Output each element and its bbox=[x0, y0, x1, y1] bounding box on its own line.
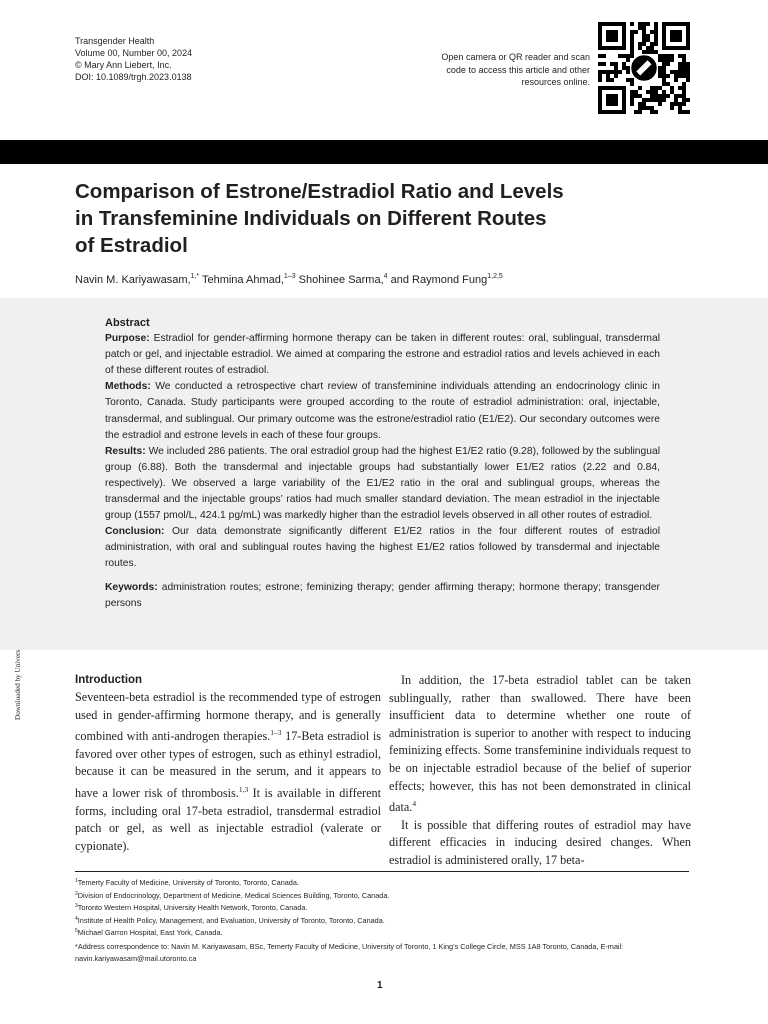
journal-volume: Volume 00, Number 00, 2024 bbox=[75, 48, 193, 58]
qr-module bbox=[654, 50, 658, 54]
qr-module bbox=[674, 102, 678, 106]
qr-module bbox=[642, 22, 646, 26]
qr-module bbox=[662, 74, 666, 78]
qr-module bbox=[642, 38, 646, 42]
qr-module bbox=[630, 46, 634, 50]
abstract-results bbox=[105, 444, 660, 524]
results-text: We included 286 patients. The oral estradiol group had the highest E1/E2 ratio (9.28), followed by the sublingual group (6.88). Both the transdermal and injectable groups had substantially lower E1/E2 ratios (2.22 and 0.84, respectively). We observed a large variability of the E1/E2 ratio in the oral and sublingual groups, whereas the transdermal and the injectable groups’ ratios had much smaller standard deviation. The mean estradiol in the injectable group (1557 pmol/L, 424.1 pg/mL) was markedly higher than the estradiol levels observed in all other routes of estradiol. bbox=[105, 445, 660, 522]
qr-module bbox=[682, 58, 686, 62]
qr-module bbox=[638, 102, 642, 106]
author-affiliation: 4 bbox=[383, 273, 388, 280]
methods-text: We conducted a retrospective chart review of transfeminine individuals attending an endocrinology clinic in Toronto, Canada. Study participants were grouped according to the route of estradiol administration: oral, injectable, transdermal, and sublingual. Our primary outcome was the estrone/estradiol ratio (E1/E2). Our secondary outcomes were the estradiol and estrone levels in each of these four groups. bbox=[105, 381, 660, 441]
qr-module bbox=[634, 94, 638, 98]
qr-module bbox=[682, 82, 686, 86]
qr-module bbox=[638, 26, 642, 30]
qr-module bbox=[622, 66, 626, 70]
qr-module bbox=[598, 78, 602, 82]
qr-module bbox=[626, 58, 630, 62]
qr-module bbox=[646, 50, 650, 54]
qr-module bbox=[686, 110, 690, 114]
qr-module bbox=[670, 90, 674, 94]
qr-module bbox=[610, 78, 614, 82]
qr-module bbox=[654, 30, 658, 34]
journal-name: Transgender Health bbox=[75, 36, 155, 46]
qr-module bbox=[630, 34, 634, 38]
qr-module bbox=[614, 70, 618, 74]
affiliation-item bbox=[75, 914, 689, 927]
qr-module bbox=[598, 70, 602, 74]
affiliations bbox=[75, 876, 689, 939]
qr-module bbox=[638, 110, 642, 114]
qr-module bbox=[646, 90, 650, 94]
qr-module bbox=[682, 94, 686, 98]
qr-module bbox=[686, 62, 690, 66]
qr-module bbox=[662, 62, 666, 66]
body-paragraph bbox=[389, 672, 691, 817]
qr-module bbox=[650, 30, 654, 34]
qr-module bbox=[678, 66, 682, 70]
qr-module bbox=[638, 42, 642, 46]
qr-module bbox=[678, 54, 682, 58]
author-list bbox=[75, 273, 503, 286]
affiliation-item bbox=[75, 876, 689, 889]
qr-module bbox=[650, 42, 654, 46]
qr-module bbox=[674, 70, 678, 74]
qr-module bbox=[662, 66, 666, 70]
affiliation-number: 5 bbox=[75, 928, 78, 935]
qr-module bbox=[630, 90, 634, 94]
qr-module bbox=[602, 70, 606, 74]
qr-module bbox=[666, 62, 670, 66]
intro-text: 17-Beta estradiol is favored over other types of estrogen, such as ethinyl estradiol, because it can be measured in the serum, and it appears to have a lower risk of thrombosis. bbox=[75, 729, 381, 800]
qr-module bbox=[646, 22, 650, 26]
title-line: in Transfeminine Individuals on Different Routes bbox=[75, 207, 547, 230]
qr-module bbox=[630, 54, 634, 58]
qr-module bbox=[642, 30, 646, 34]
qr-module bbox=[626, 66, 630, 70]
qr-module bbox=[650, 98, 654, 102]
title-line: Comparison of Estrone/Estradiol Ratio and Levels bbox=[75, 180, 564, 203]
qr-module bbox=[618, 70, 622, 74]
qr-module bbox=[626, 54, 630, 58]
results-label: Results: bbox=[105, 445, 146, 457]
qr-module bbox=[650, 90, 654, 94]
qr-module bbox=[674, 94, 678, 98]
qr-module bbox=[678, 110, 682, 114]
author-affiliation: 1,2,5 bbox=[487, 273, 503, 280]
qr-module bbox=[654, 38, 658, 42]
qr-module bbox=[634, 90, 638, 94]
methods-label: Methods: bbox=[105, 381, 151, 393]
citation[interactable]: 1,3 bbox=[238, 784, 249, 794]
qr-module bbox=[634, 30, 638, 34]
qr-module bbox=[682, 74, 686, 78]
qr-module bbox=[678, 102, 682, 106]
qr-code[interactable] bbox=[598, 22, 690, 114]
page-number: 1 bbox=[377, 980, 383, 991]
citation[interactable]: 1–3 bbox=[270, 728, 282, 738]
qr-module bbox=[634, 110, 638, 114]
footnote-divider bbox=[75, 871, 689, 872]
qr-module bbox=[622, 62, 626, 66]
qr-module bbox=[650, 106, 654, 110]
qr-module bbox=[682, 54, 686, 58]
qr-module bbox=[642, 106, 646, 110]
affiliation-item bbox=[75, 926, 689, 939]
qr-module bbox=[682, 70, 686, 74]
qr-module bbox=[670, 86, 674, 90]
qr-module bbox=[682, 110, 686, 114]
intro-text: It is available in different forms, including oral 17-beta estradiol, transdermal estradiol patch or gel, as well as injectable estradiol (valerate or cypionate). bbox=[75, 785, 381, 853]
qr-module bbox=[646, 34, 650, 38]
affiliation-number: 4 bbox=[75, 915, 78, 922]
correspondence: *Address correspondence to: Navin M. Kariyawasam, BSc, Temerty Faculty of Medicine, University of Toronto, 1 King’s College Circle, MSS 1A8 Toronto, Canada, E-mail: navin.kariyawasam@mail.utoronto.ca bbox=[75, 942, 624, 963]
qr-module bbox=[646, 106, 650, 110]
qr-module bbox=[626, 78, 630, 82]
author-affiliation: 1–3 bbox=[283, 273, 296, 280]
author-name: and Raymond Fung bbox=[387, 274, 488, 286]
qr-module bbox=[642, 26, 646, 30]
qr-module bbox=[686, 78, 690, 82]
qr-module bbox=[638, 86, 642, 90]
qr-module bbox=[678, 86, 682, 90]
qr-module bbox=[658, 58, 662, 62]
author-name: Tehmina Ahmad, bbox=[199, 274, 284, 286]
qr-module bbox=[622, 54, 626, 58]
qr-module bbox=[630, 102, 634, 106]
qr-module bbox=[658, 86, 662, 90]
copyright: © Mary Ann Liebert, Inc. bbox=[75, 60, 172, 70]
body-text: In addition, the 17-beta estradiol tablet can be taken sublingually, rather than swallowed. There have been insufficient data to determine whether one route of administration is superior to another with respect to inducing feminizing effects. Some transfeminine individuals request to be on injectable estradiol because of the belief of superior effects; however, this has not been demonstrated in clinical data. bbox=[389, 673, 691, 815]
qr-module bbox=[630, 98, 634, 102]
qr-module bbox=[658, 74, 662, 78]
qr-module bbox=[662, 70, 666, 74]
qr-module bbox=[654, 90, 658, 94]
affiliation-number: 3 bbox=[75, 903, 78, 910]
qr-module bbox=[654, 42, 658, 46]
keywords-label: Keywords: bbox=[105, 581, 158, 593]
qr-module bbox=[682, 86, 686, 90]
qr-module bbox=[662, 78, 666, 82]
qr-module bbox=[658, 70, 662, 74]
qr-module bbox=[666, 82, 670, 86]
header-bar bbox=[0, 140, 768, 164]
purpose-label: Purpose: bbox=[105, 333, 150, 345]
conclusion-text: Our data demonstrate significantly different E1/E2 ratios in the four different routes of estradiol administration, with oral and sublingual routes having the highest E1/E2 ratios followed by transdermal and injectable routes. bbox=[105, 526, 660, 570]
qr-module bbox=[602, 54, 606, 58]
qr-module bbox=[662, 58, 666, 62]
affiliation-number: 2 bbox=[75, 890, 78, 897]
qr-module bbox=[654, 22, 658, 26]
qr-module bbox=[630, 82, 634, 86]
qr-module bbox=[678, 74, 682, 78]
qr-module bbox=[658, 66, 662, 70]
body-paragraph bbox=[389, 817, 691, 870]
qr-module bbox=[670, 54, 674, 58]
qr-module bbox=[686, 98, 690, 102]
affiliation-item bbox=[75, 901, 689, 914]
qr-module bbox=[598, 74, 602, 78]
qr-module bbox=[606, 74, 610, 78]
qr-module bbox=[670, 58, 674, 62]
qr-module bbox=[638, 106, 642, 110]
qr-module bbox=[630, 30, 634, 34]
qr-module bbox=[630, 94, 634, 98]
introduction-paragraph bbox=[75, 689, 381, 855]
qr-module bbox=[674, 74, 678, 78]
qr-module bbox=[670, 102, 674, 106]
qr-module bbox=[678, 94, 682, 98]
qr-module bbox=[654, 34, 658, 38]
keywords-text: administration routes; estrone; feminizing therapy; gender affirming therapy; hormone therapy; transgender persons bbox=[105, 581, 660, 609]
qr-module bbox=[630, 22, 634, 26]
intro-text: Seventeen-beta estradiol is the recommended type of estrogen used in gender-affirming hormone therapy, and is generally combined with anti-androgen therapies. bbox=[75, 690, 381, 744]
qr-module bbox=[662, 98, 666, 102]
citation[interactable]: 4 bbox=[412, 799, 417, 809]
qr-module bbox=[662, 54, 666, 58]
qr-module bbox=[662, 82, 666, 86]
abstract-conclusion bbox=[105, 524, 660, 572]
qr-module bbox=[606, 78, 610, 82]
title-line: of Estradiol bbox=[75, 234, 188, 257]
abstract-keywords bbox=[105, 580, 660, 612]
affiliation-text: Institute of Health Policy, Management, and Evaluation, University of Toronto, Toronto, Canada. bbox=[77, 915, 385, 925]
abstract-purpose bbox=[105, 331, 660, 379]
author-name: Shohinee Sarma, bbox=[295, 274, 384, 286]
qr-module bbox=[682, 90, 686, 94]
qr-module bbox=[654, 110, 658, 114]
qr-module bbox=[670, 70, 674, 74]
qr-module bbox=[614, 62, 618, 66]
qr-module bbox=[638, 46, 642, 50]
qr-module bbox=[658, 102, 662, 106]
affiliation-item bbox=[75, 889, 689, 902]
qr-module bbox=[686, 66, 690, 70]
abstract bbox=[105, 315, 660, 612]
qr-module bbox=[642, 102, 646, 106]
qr-module bbox=[654, 86, 658, 90]
body-text: It is possible that differing routes of estradiol may have different efficacies in inducing desired changes. When estradiol is administered orally, 17 beta- bbox=[389, 817, 691, 867]
qr-module bbox=[662, 94, 666, 98]
doi[interactable]: DOI: 10.1089/trgh.2023.0138 bbox=[75, 72, 192, 82]
author-name: Navin M. Kariyawasam, bbox=[75, 274, 191, 286]
purpose-text: Estradiol for gender-affirming hormone therapy can be taken in different routes: oral, sublingual, transdermal patch or gel, and injectable estradiol. We aimed at comparing the estrone and estradiol ratios and levels achieved in each of these different routes of estradiol. bbox=[105, 333, 660, 377]
introduction-heading: Introduction bbox=[75, 674, 143, 686]
qr-module bbox=[650, 86, 654, 90]
qr-module bbox=[610, 70, 614, 74]
qr-module bbox=[666, 58, 670, 62]
abstract-heading: Abstract bbox=[105, 317, 150, 329]
qr-module bbox=[646, 46, 650, 50]
qr-module bbox=[614, 74, 618, 78]
qr-module bbox=[598, 62, 602, 66]
qr-module bbox=[610, 62, 614, 66]
qr-module bbox=[658, 98, 662, 102]
abstract-methods bbox=[105, 379, 660, 443]
qr-module bbox=[678, 70, 682, 74]
qr-module bbox=[658, 94, 662, 98]
qr-module bbox=[678, 62, 682, 66]
affiliation-text: Michael Garron Hospital, East York, Canada. bbox=[77, 928, 223, 938]
qr-module bbox=[666, 94, 670, 98]
qr-module bbox=[682, 102, 686, 106]
qr-module bbox=[630, 38, 634, 42]
qr-module bbox=[638, 94, 642, 98]
qr-module bbox=[606, 70, 610, 74]
qr-module bbox=[682, 66, 686, 70]
left-column bbox=[75, 672, 381, 855]
qr-module bbox=[654, 26, 658, 30]
qr-note: Open camera or QR reader and scan code to access this article and other resources online. bbox=[441, 52, 590, 87]
qr-module bbox=[630, 42, 634, 46]
qr-module bbox=[650, 46, 654, 50]
qr-module bbox=[642, 34, 646, 38]
qr-module bbox=[662, 90, 666, 94]
qr-module bbox=[650, 94, 654, 98]
qr-module bbox=[626, 70, 630, 74]
qr-module bbox=[614, 66, 618, 70]
qr-module bbox=[666, 74, 670, 78]
qr-module bbox=[670, 106, 674, 110]
qr-module bbox=[646, 98, 650, 102]
qr-module bbox=[674, 98, 678, 102]
qr-module bbox=[674, 78, 678, 82]
qr-module bbox=[642, 42, 646, 46]
qr-module bbox=[630, 78, 634, 82]
qr-module bbox=[678, 106, 682, 110]
qr-module bbox=[650, 110, 654, 114]
qr-module bbox=[642, 98, 646, 102]
qr-module bbox=[686, 70, 690, 74]
qr-module bbox=[650, 50, 654, 54]
qr-module bbox=[682, 62, 686, 66]
qr-module bbox=[618, 54, 622, 58]
qr-module bbox=[642, 50, 646, 54]
qr-module bbox=[638, 22, 642, 26]
qr-module bbox=[666, 54, 670, 58]
affiliation-text: Division of Endocrinology, Department of Medicine, Medical Sciences Building, Toronto, Canada. bbox=[77, 890, 390, 900]
qr-module bbox=[658, 54, 662, 58]
qr-module bbox=[686, 74, 690, 78]
qr-module bbox=[602, 62, 606, 66]
conclusion-label: Conclusion: bbox=[105, 526, 165, 538]
right-column bbox=[389, 672, 691, 870]
journal-info bbox=[75, 35, 192, 83]
qr-module bbox=[654, 98, 658, 102]
article-title bbox=[75, 178, 635, 259]
affiliation-text: Temerty Faculty of Medicine, University of Toronto, Toronto, Canada. bbox=[77, 878, 299, 887]
affiliation-number: 1 bbox=[75, 878, 78, 884]
qr-module bbox=[630, 50, 634, 54]
qr-module bbox=[598, 54, 602, 58]
qr-module bbox=[682, 98, 686, 102]
author-affiliation: 1,* bbox=[190, 273, 200, 280]
qr-module bbox=[654, 94, 658, 98]
affiliation-text: Toronto Western Hospital, University Health Network, Toronto, Canada. bbox=[77, 903, 308, 913]
qr-module bbox=[646, 38, 650, 42]
